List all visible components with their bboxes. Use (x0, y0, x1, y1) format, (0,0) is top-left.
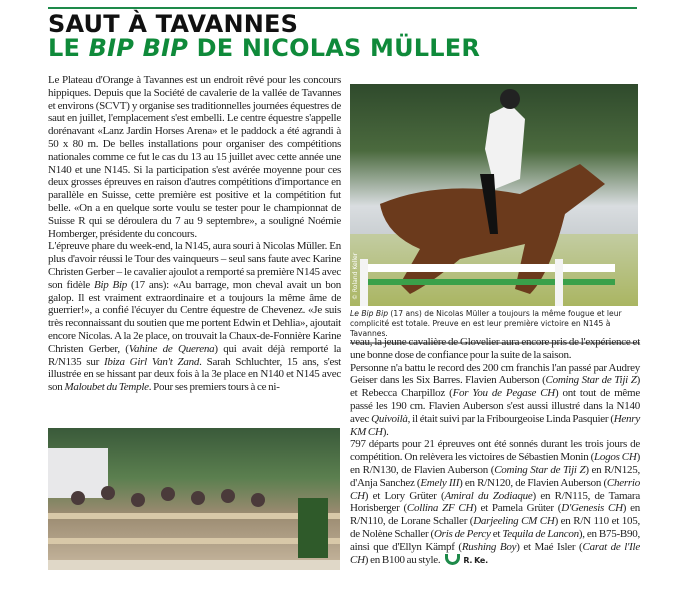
horse-name: Coming Star de Tiji Z (494, 463, 586, 476)
text: ) en R/N125, d'Anja Sanchez ( (350, 463, 641, 489)
horse-name: Collina ZF CH (406, 502, 474, 515)
text: ) en R/N130, de Flavien Auberson ( (350, 451, 640, 476)
author-signature: R. Ke. (463, 555, 488, 565)
text: ). (382, 425, 389, 438)
text: ) en R/N 110 et 105, de Nolène Schaller ( (350, 515, 640, 540)
page-title: SAUT À TAVANNES (48, 10, 299, 38)
text: ) en R/N120, de Flavien Auberson ( (459, 476, 607, 489)
photo-credit: © Roland Keller (352, 252, 359, 300)
paragraph: veau, la jeune cavalière de Glovelier aura encore pris de l'expérience et une bonne dose de confiance pour la suite de la saison. (350, 336, 640, 361)
text: ) ont tout de même passé les 190 cm. Flavien Auberson s'est aussi illustré dans la N140 avec (350, 387, 640, 425)
horse-name: Emely III (420, 476, 460, 489)
text: Personne n'a battu le record des 200 cm franchis l'an passé par Audrey Geiser dans les Six Barres. Flavien Auberson ( (350, 361, 640, 387)
horse-name: Amiral du Zodiaque (444, 489, 533, 502)
text: , il était suivi par la Fribourgeoise Linda Pasquier ( (407, 412, 614, 425)
subtitle-post: DE NICOLAS MÜLLER (188, 34, 481, 62)
main-photo-horse-jump (350, 84, 638, 306)
horse-name: Henry KM CH (350, 412, 640, 438)
horse-name: Ibiza Girl Van't Zand (103, 355, 200, 368)
horse-name: Darjeeling CM CH (473, 515, 555, 528)
horse-name: Quivoilà (371, 412, 408, 425)
paragraph: Le Plateau d'Orange à Tavannes est un endroit rêvé pour les concours hippiques. Depuis que la Société de cavalerie de la vallée de Tavannes et environs (SCVT) y organise ses traditionnelles journées équestres de saut en juillet, l'emplacement s'est embelli. Le centre équestre s'appelle dorénavant «Lanz Jardin Horses Arena» et le paddock a été agrandi à 50 x 80 m. De belles installations pour organiser des compétitions nationales comme ce fut le cas du 13 au 15 juillet avec cette année une N140 et une N145. Si la participation s'est avérée moyenne pour ces deux grosses épreuves en raison d'autres compétitions d'importance en parallèle en Suisse, cette première est positive et la compétition fut belle. «On a en quelque sorte voulu se tester pour le championnat de Suisse R qui se déroulera du 7 au 9 septembre», a souligné Noémie Homberger, présidente du concours. (48, 74, 341, 240)
horse-name: D'Genesis CH (561, 502, 623, 515)
horse-name: Carat de l'Ile CH (350, 540, 640, 566)
paragraph (350, 438, 640, 567)
header-rule (48, 7, 637, 9)
text: ) et Rebecca Charpilloz ( (350, 374, 640, 400)
text: ) et Lory Grüter ( (364, 489, 445, 502)
photo-illustration (48, 428, 340, 570)
horse-name: Vahine de Querena (128, 342, 215, 355)
horse-name: Maloubet du Temple (64, 381, 149, 394)
page-subtitle (48, 36, 480, 60)
text: ), en B75-B90, ainsi que d'Ellyn Kämpf ( (350, 527, 640, 553)
text: ) en R/N110, de Lorane Schaller ( (350, 502, 640, 528)
horse-name: Bip Bip (94, 278, 128, 291)
caption-horse: Le Bip Bip (350, 309, 389, 318)
text: ) et Pamela Grüter ( (473, 502, 562, 515)
subtitle-pre: LE (48, 34, 89, 62)
spectators-photo (48, 428, 340, 570)
text: ) en R/N115, de Tamara Horisberger ( (350, 489, 640, 515)
text: ) en B100 au style. (364, 553, 441, 566)
text: . Pour ses premiers tours à ce ni- (148, 381, 280, 394)
horse-name: Logos CH (594, 451, 637, 464)
paragraph (350, 362, 640, 439)
horse-name: Tequila de Lancon (502, 527, 579, 540)
text: . Sarah Schluchter, 15 ans, s'est illustrée en se hissant par deux fois à la 3e place en N140 et N145 avec son (48, 355, 341, 394)
text: ) qui avait déjà remporté la R/N135 sur (48, 342, 342, 368)
right-column (350, 336, 640, 567)
text: ) et Maé Isler ( (516, 540, 583, 553)
caption-text: (17 ans) de Nicolas Müller a toujours la même fougue et leur complicité est totale. Preuve en est leur première victoire en N145 à Tavannes. (350, 309, 622, 338)
horse-name: Rushing Boy (461, 540, 517, 553)
horseshoe-icon (445, 554, 460, 565)
text: L'épreuve phare du week-end, la N145, aura souri à Nicolas Müller. En plus d'avoir réussi le Tour des vainqueurs – seul sans faute avec Karine Christen Gerber – le cavalier ajoulot a remporté sa première N145 avec son fidèle (48, 240, 341, 291)
text: 797 départs pour 21 épreuves ont été sonnés durant les trois jours de compétition. On relèvera les victoires de Sébastien Monin ( (350, 438, 640, 464)
text: et (490, 527, 503, 540)
text: (17 ans): «Au barrage, mon cheval avait un bon galop. Il est vraiment extraordinaire et a toujours la même âme de guerrier!», a confié l'écuyer du Centre équestre de Chevenez. «Je suis très reconnaissant du soutien que me portent Edwin et Dehlia», ajoutait encore Nicolas. A la 2e place, on trouvait la Chaux-de-Fonnière Karine Christen Gerber, ( (48, 278, 342, 355)
horse-name: Coming Star de Tiji Z (545, 374, 637, 387)
left-column (48, 74, 341, 394)
photo-illustration (350, 84, 638, 306)
subtitle-italic: BIP BIP (88, 34, 189, 62)
paragraph (48, 240, 341, 394)
horse-name: For You de Pegase CH (452, 387, 556, 400)
horse-name: Oris de Percy (433, 527, 491, 540)
horse-name: Cherrio CH (350, 476, 640, 502)
